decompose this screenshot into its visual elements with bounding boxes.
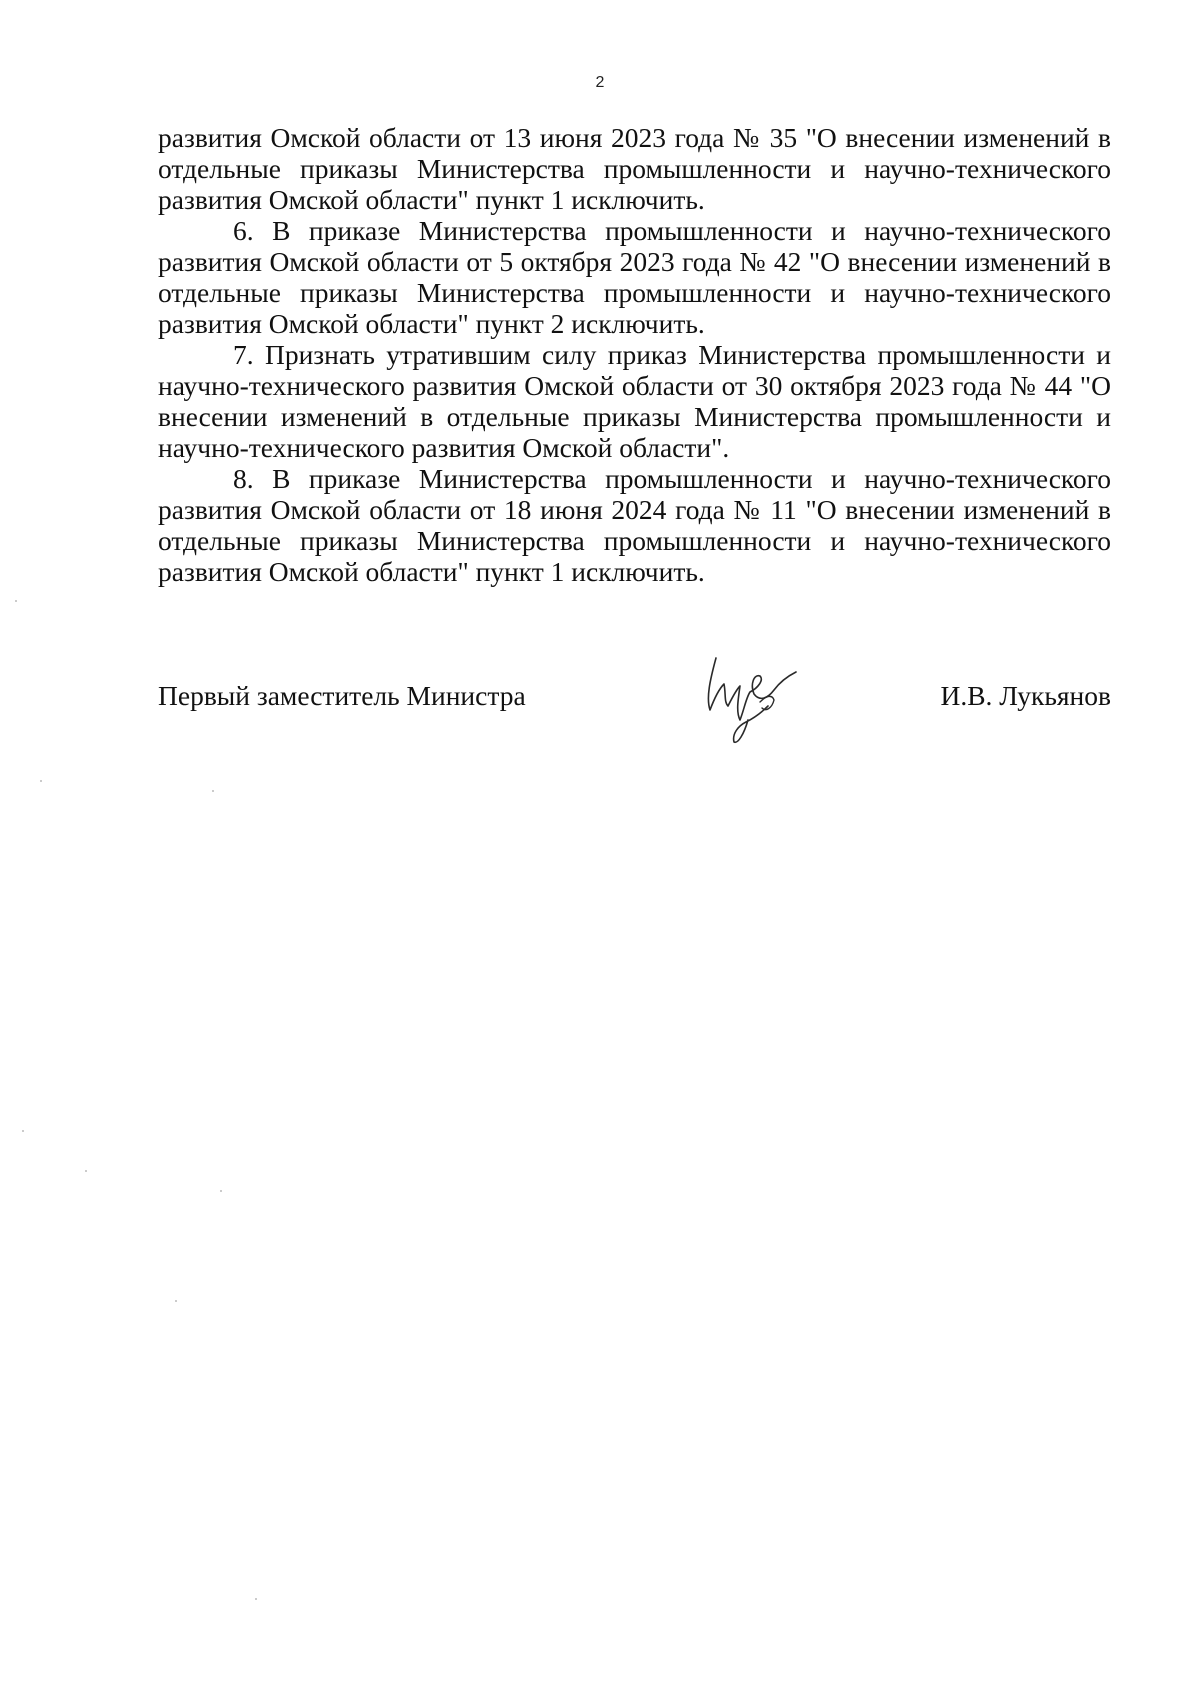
- paragraph-item-8: 8. В приказе Министерства промышленности и научно-технического развития Омской области от 18 июня 2024 года № 11 "О внесении изменений в отдельные приказы Министерства промышленности и научно-технического развития Омской области" пункт 1 исключить.: [158, 463, 1111, 587]
- scan-speck: [212, 790, 214, 792]
- paragraph-continuation: развития Омской области от 13 июня 2023 года № 35 "О внесении изменений в отдельные приказы Министерства промышленности и научно-технического развития Омской области" пункт 1 исключить.: [158, 122, 1111, 215]
- paragraph-item-6: 6. В приказе Министерства промышленности и научно-технического развития Омской области от 5 октября 2023 года № 42 "О внесении изменений в отдельные приказы Министерства промышленности и научно-технического развития Омской области" пункт 2 исключить.: [158, 215, 1111, 339]
- scan-speck: [255, 1598, 257, 1600]
- scan-speck: [40, 780, 42, 782]
- scan-speck: [175, 1300, 177, 1302]
- handwritten-signature: [688, 650, 828, 750]
- scan-speck: [15, 600, 17, 602]
- scan-speck: [22, 1130, 24, 1132]
- signatory-position: Первый заместитель Министра: [158, 680, 526, 711]
- document-body: [158, 122, 1111, 587]
- scan-speck: [220, 1190, 222, 1192]
- scan-speck: [85, 1170, 87, 1172]
- signature-block: [158, 670, 1111, 750]
- page-number: 2: [595, 74, 605, 91]
- signatory-name: И.В. Лукьянов: [940, 680, 1111, 711]
- paragraph-item-7: 7. Признать утратившим силу приказ Министерства промышленности и научно-технического развития Омской области от 30 октября 2023 года № 44 "О внесении изменений в отдельные приказы Министерства промышленности и научно-технического развития Омской области".: [158, 339, 1111, 463]
